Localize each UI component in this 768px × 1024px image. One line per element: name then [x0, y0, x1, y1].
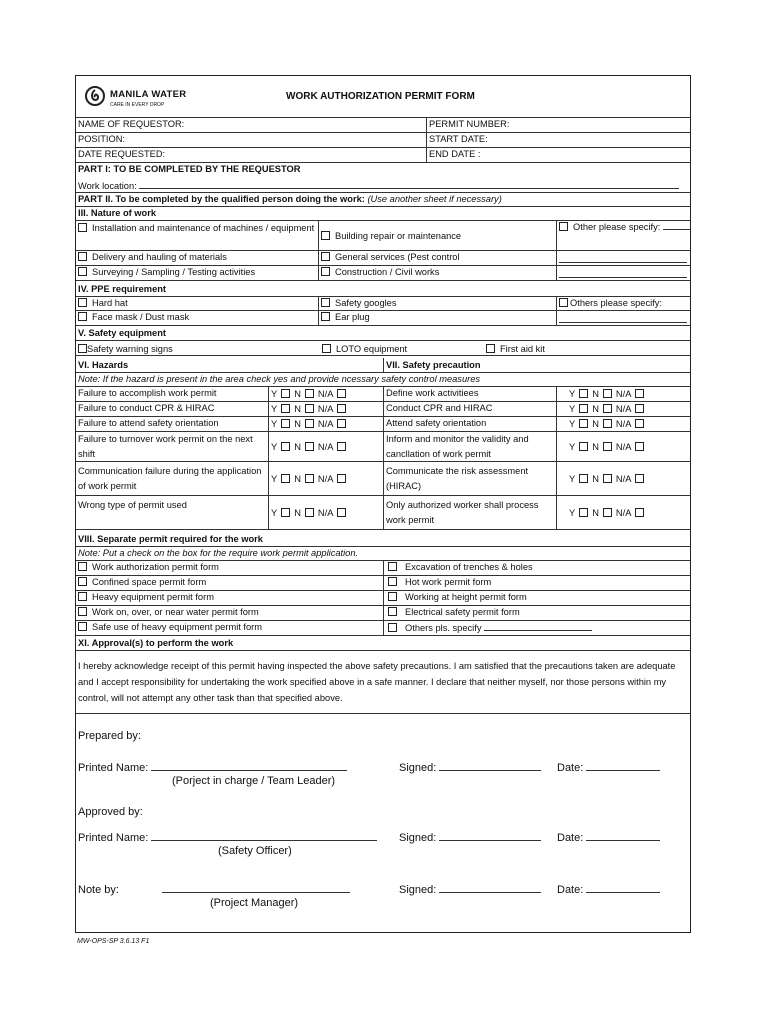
- yes-checkbox[interactable]: [579, 474, 588, 483]
- precaution-yn-group[interactable]: Y N N/A: [556, 417, 690, 431]
- no-checkbox[interactable]: [305, 389, 314, 398]
- prepared-signed-field[interactable]: Signed:: [399, 760, 541, 774]
- checkbox[interactable]: [78, 312, 87, 321]
- ppe-item[interactable]: Ear plug: [318, 311, 556, 325]
- no-checkbox[interactable]: [305, 508, 314, 517]
- approval-statement: I hereby acknowledge receipt of this permit having inspected the above safety precautions. I am satisfied that the precautions taken are adequate and I accept responsibility for undertaking the work specified above in a safe manner. I declare that neither myself, nor those persons within my control, will not attempt any other task than that specified above.: [78, 661, 676, 703]
- prepared-printed-name-field[interactable]: Printed Name:: [78, 760, 347, 774]
- permit-row: [76, 606, 690, 621]
- ppe-heading: IV. PPE requirement: [78, 284, 167, 294]
- specify-cell[interactable]: [556, 266, 690, 280]
- start-date-label: START DATE:: [426, 133, 690, 147]
- safety-equipment-row: [76, 341, 690, 356]
- na-checkbox[interactable]: [337, 419, 346, 428]
- project-manager-caption: (Project Manager): [210, 897, 299, 909]
- hazard-row: [76, 432, 690, 462]
- hazard-yn-group[interactable]: Y N N/A: [268, 387, 383, 401]
- no-checkbox[interactable]: [603, 419, 612, 428]
- no-checkbox[interactable]: [603, 389, 612, 398]
- checkbox[interactable]: [321, 252, 330, 261]
- equipment-item[interactable]: First aid kit: [484, 341, 690, 355]
- nature-item[interactable]: Delivery and hauling of materials: [76, 251, 318, 265]
- safety-equipment-heading: V. Safety equipment: [78, 328, 167, 338]
- part-2-section: [76, 193, 690, 207]
- checkbox[interactable]: [388, 562, 397, 571]
- info-row-2: [76, 133, 690, 148]
- na-checkbox[interactable]: [337, 474, 346, 483]
- no-checkbox[interactable]: [603, 442, 612, 451]
- yes-checkbox[interactable]: [579, 419, 588, 428]
- no-checkbox[interactable]: [305, 474, 314, 483]
- specify-line[interactable]: [559, 251, 687, 263]
- hazards-heading-row: [76, 358, 690, 373]
- hazard-yn-group[interactable]: Y N N/A: [268, 417, 383, 431]
- checkbox[interactable]: [559, 222, 568, 231]
- na-checkbox[interactable]: [635, 389, 644, 398]
- hazard-label: Failure to conduct CPR & HIRAC: [78, 403, 215, 413]
- permit-number-label: PERMIT NUMBER:: [426, 118, 690, 132]
- checkbox[interactable]: [321, 298, 330, 307]
- specify-line[interactable]: [559, 266, 687, 278]
- equipment-item[interactable]: Safety warning signs: [76, 341, 318, 355]
- yes-checkbox[interactable]: [281, 419, 290, 428]
- approved-by-label: Approved by:: [78, 806, 143, 818]
- nature-of-work-heading-row: [76, 207, 690, 221]
- checkbox[interactable]: [321, 312, 330, 321]
- nature-item[interactable]: Construction / Civil works: [318, 266, 556, 280]
- part-1-section: [76, 163, 690, 193]
- info-row-1: [76, 118, 690, 133]
- permit-item[interactable]: Working at height permit form: [383, 591, 690, 605]
- permit-item[interactable]: Safe use of heavy equipment permit form: [76, 621, 383, 635]
- permit-form: [75, 75, 691, 933]
- precaution-label: Only authorized worker shall process work permit: [383, 496, 556, 529]
- precaution-yn-group[interactable]: Y N N/A: [556, 402, 690, 416]
- printed-name-line[interactable]: [151, 830, 377, 841]
- no-checkbox[interactable]: [305, 404, 314, 413]
- na-checkbox[interactable]: [337, 404, 346, 413]
- separate-permit-heading: VIII. Separate permit required for the work: [78, 534, 263, 544]
- ppe-item[interactable]: Safety googles: [318, 297, 556, 310]
- checkbox[interactable]: [78, 622, 87, 631]
- na-checkbox[interactable]: [635, 474, 644, 483]
- checkbox[interactable]: [322, 344, 331, 353]
- checkbox[interactable]: [388, 623, 397, 632]
- signature-line[interactable]: [439, 882, 541, 893]
- yes-checkbox[interactable]: [281, 508, 290, 517]
- printed-name-line[interactable]: [151, 760, 347, 771]
- work-location-label: Work location:: [78, 181, 137, 191]
- safety-precaution-heading: VII. Safety precaution: [383, 358, 690, 372]
- precaution-label: Conduct CPR and HIRAC: [383, 402, 556, 416]
- nature-row-1: [76, 221, 690, 251]
- checkbox[interactable]: [78, 223, 87, 232]
- na-checkbox[interactable]: [337, 442, 346, 451]
- na-checkbox[interactable]: [337, 508, 346, 517]
- hazards-note: Note: If the hazard is present in the area check yes and provide ncessary safety control measures: [78, 374, 481, 384]
- specify-line[interactable]: [663, 223, 690, 230]
- permit-item[interactable]: Heavy equipment permit form: [76, 591, 383, 605]
- part-2-heading: PART II. To be completed by the qualified person doing the work:: [78, 194, 365, 204]
- date-line[interactable]: [586, 760, 660, 771]
- hazard-yn-group[interactable]: Y N N/A: [268, 462, 383, 495]
- part-1-heading: PART I: TO BE COMPLETED BY THE REQUESTOR: [78, 164, 301, 174]
- hazards-note-row: [76, 373, 690, 387]
- precaution-label: Attend safety orientation: [383, 417, 556, 431]
- na-checkbox[interactable]: [635, 404, 644, 413]
- note-by-line[interactable]: [162, 882, 350, 893]
- brand-tagline: CARE IN EVERY DROP: [110, 102, 165, 108]
- form-code: MW-OPS-SP 3.6.13 F1: [77, 938, 150, 945]
- precaution-yn-group[interactable]: Y N N/A: [556, 462, 690, 495]
- date-line[interactable]: [586, 830, 660, 841]
- no-checkbox[interactable]: [305, 419, 314, 428]
- approved-printed-name-field[interactable]: Printed Name:: [78, 830, 377, 844]
- ppe-item[interactable]: Hard hat: [76, 297, 318, 310]
- ppe-heading-row: [76, 281, 690, 297]
- nature-item[interactable]: Installation and maintenance of machines / equipment: [76, 221, 318, 250]
- hazard-row: [76, 387, 690, 402]
- checkbox[interactable]: [78, 267, 87, 276]
- checkbox[interactable]: [388, 577, 397, 586]
- nature-of-work-heading: III. Nature of work: [78, 208, 157, 218]
- separate-permit-note: Note: Put a check on the box for the require work permit application.: [78, 548, 359, 558]
- prepared-date-field[interactable]: Date:: [557, 760, 660, 774]
- permit-row: [76, 591, 690, 606]
- ppe-other[interactable]: Others please specify:: [556, 297, 690, 310]
- info-row-3: [76, 148, 690, 163]
- nature-item[interactable]: General services (Pest control: [318, 251, 556, 265]
- brand-name: MANILA WATER: [110, 89, 187, 100]
- yes-checkbox[interactable]: [579, 442, 588, 451]
- checkbox[interactable]: [321, 267, 330, 276]
- permit-item[interactable]: Others pls. specify: [383, 621, 690, 635]
- permit-item[interactable]: Excavation of trenches & holes: [383, 561, 690, 575]
- hazard-label: Failure to attend safety orientation: [78, 418, 219, 428]
- hazard-yn-group[interactable]: Y N N/A: [268, 402, 383, 416]
- yes-checkbox[interactable]: [281, 404, 290, 413]
- project-in-charge-caption: (Porject in charge / Team Leader): [172, 775, 336, 787]
- yes-checkbox[interactable]: [579, 508, 588, 517]
- safety-officer-caption: (Safety Officer): [218, 845, 292, 857]
- checkbox[interactable]: [78, 607, 87, 616]
- precaution-yn-group[interactable]: Y N N/A: [556, 496, 690, 529]
- na-checkbox[interactable]: [635, 442, 644, 451]
- equipment-item[interactable]: LOTO equipment: [320, 341, 485, 355]
- permit-row: [76, 621, 690, 636]
- hazard-row: [76, 496, 690, 530]
- checkbox[interactable]: [78, 562, 87, 571]
- hazard-yn-group[interactable]: Y N N/A: [268, 496, 383, 529]
- hazards-heading: VI. Hazards: [78, 360, 129, 370]
- hazard-label: Wrong type of permit used: [78, 500, 187, 510]
- safety-equipment-heading-row: [76, 326, 690, 341]
- brand-logo: [84, 85, 106, 111]
- hazard-label: Communication failure during the application of work permit: [78, 466, 262, 491]
- yes-checkbox[interactable]: [281, 442, 290, 451]
- checkbox[interactable]: [78, 298, 87, 307]
- name-of-requestor-label: NAME OF REQUESTOR:: [78, 119, 185, 129]
- no-checkbox[interactable]: [305, 442, 314, 451]
- na-checkbox[interactable]: [635, 508, 644, 517]
- precaution-yn-group[interactable]: Y N N/A: [556, 432, 690, 461]
- signature-line[interactable]: [439, 760, 541, 771]
- precaution-label: Define work activitiees: [383, 387, 556, 401]
- checkbox[interactable]: [78, 344, 87, 353]
- yes-checkbox[interactable]: [579, 389, 588, 398]
- checkbox[interactable]: [388, 592, 397, 601]
- nature-item[interactable]: Building repair or maintenance: [318, 221, 556, 250]
- yes-checkbox[interactable]: [579, 404, 588, 413]
- signature-line[interactable]: [439, 830, 541, 841]
- ppe-row-2: [76, 311, 690, 326]
- nature-other[interactable]: Other please specify:: [556, 221, 690, 250]
- note-by-field[interactable]: Note by:: [78, 882, 350, 896]
- water-drop-swirl-icon: [84, 85, 106, 107]
- specify-line[interactable]: [484, 621, 592, 631]
- work-location-field[interactable]: [78, 178, 679, 193]
- yes-checkbox[interactable]: [281, 389, 290, 398]
- yes-checkbox[interactable]: [281, 474, 290, 483]
- form-header: [76, 76, 690, 118]
- position-label: POSITION:: [78, 134, 126, 144]
- permit-item[interactable]: Hot work permit form: [383, 576, 690, 590]
- no-checkbox[interactable]: [603, 404, 612, 413]
- form-title: WORK AUTHORIZATION PERMIT FORM: [286, 91, 475, 102]
- approved-signed-field[interactable]: Signed:: [399, 830, 541, 844]
- approval-statement-row: [76, 651, 690, 714]
- note-signed-field[interactable]: Signed:: [399, 882, 541, 896]
- permit-row: [76, 576, 690, 591]
- approved-date-field[interactable]: Date:: [557, 830, 660, 844]
- permit-item[interactable]: Electrical safety permit form: [383, 606, 690, 620]
- precaution-yn-group[interactable]: Y N N/A: [556, 387, 690, 401]
- specify-line[interactable]: [559, 311, 687, 323]
- note-date-field[interactable]: Date:: [557, 882, 660, 896]
- signoff-section: [76, 714, 690, 932]
- checkbox[interactable]: [78, 577, 87, 586]
- part-2-note: (Use another sheet if necessary): [367, 194, 502, 204]
- na-checkbox[interactable]: [635, 419, 644, 428]
- end-date-label: END DATE :: [426, 148, 690, 162]
- specify-cell[interactable]: [556, 311, 690, 325]
- approval-heading-row: [76, 636, 690, 651]
- date-line[interactable]: [586, 882, 660, 893]
- hazard-row: [76, 462, 690, 496]
- nature-row-3: [76, 266, 690, 281]
- checkbox[interactable]: [486, 344, 495, 353]
- separate-permit-heading-row: [76, 532, 690, 547]
- ppe-row-1: [76, 297, 690, 311]
- precaution-label: Communicate the risk assessment (HIRAC): [383, 462, 556, 495]
- specify-cell[interactable]: [556, 251, 690, 265]
- prepared-by-label: Prepared by:: [78, 730, 141, 742]
- na-checkbox[interactable]: [337, 389, 346, 398]
- no-checkbox[interactable]: [603, 508, 612, 517]
- precaution-label: Inform and monitor the validity and cancllation of work permit: [383, 432, 556, 461]
- checkbox[interactable]: [559, 298, 568, 307]
- permit-row: [76, 561, 690, 576]
- hazard-row: [76, 417, 690, 432]
- permit-item[interactable]: Work on, over, or near water permit form: [76, 606, 383, 620]
- hazard-label: Failure to accomplish work permit: [78, 388, 217, 398]
- nature-item[interactable]: Surveying / Sampling / Testing activities: [76, 266, 318, 280]
- checkbox[interactable]: [321, 231, 330, 240]
- separate-permit-note-row: [76, 547, 690, 561]
- work-location-line[interactable]: [139, 178, 679, 189]
- checkbox[interactable]: [78, 592, 87, 601]
- hazard-label: Failure to turnover work permit on the next shift: [78, 434, 253, 459]
- permit-item[interactable]: Confined space permit form: [76, 576, 383, 590]
- permit-item[interactable]: Work authorization permit form: [76, 561, 383, 575]
- hazard-row: [76, 402, 690, 417]
- no-checkbox[interactable]: [603, 474, 612, 483]
- date-requested-label: DATE REQUESTED:: [78, 149, 166, 159]
- approval-heading: XI. Approval(s) to perform the work: [78, 638, 234, 648]
- checkbox[interactable]: [388, 607, 397, 616]
- hazard-yn-group[interactable]: Y N N/A: [268, 432, 383, 461]
- checkbox[interactable]: [78, 252, 87, 261]
- ppe-item[interactable]: Face mask / Dust mask: [76, 311, 318, 325]
- nature-row-2: [76, 251, 690, 266]
